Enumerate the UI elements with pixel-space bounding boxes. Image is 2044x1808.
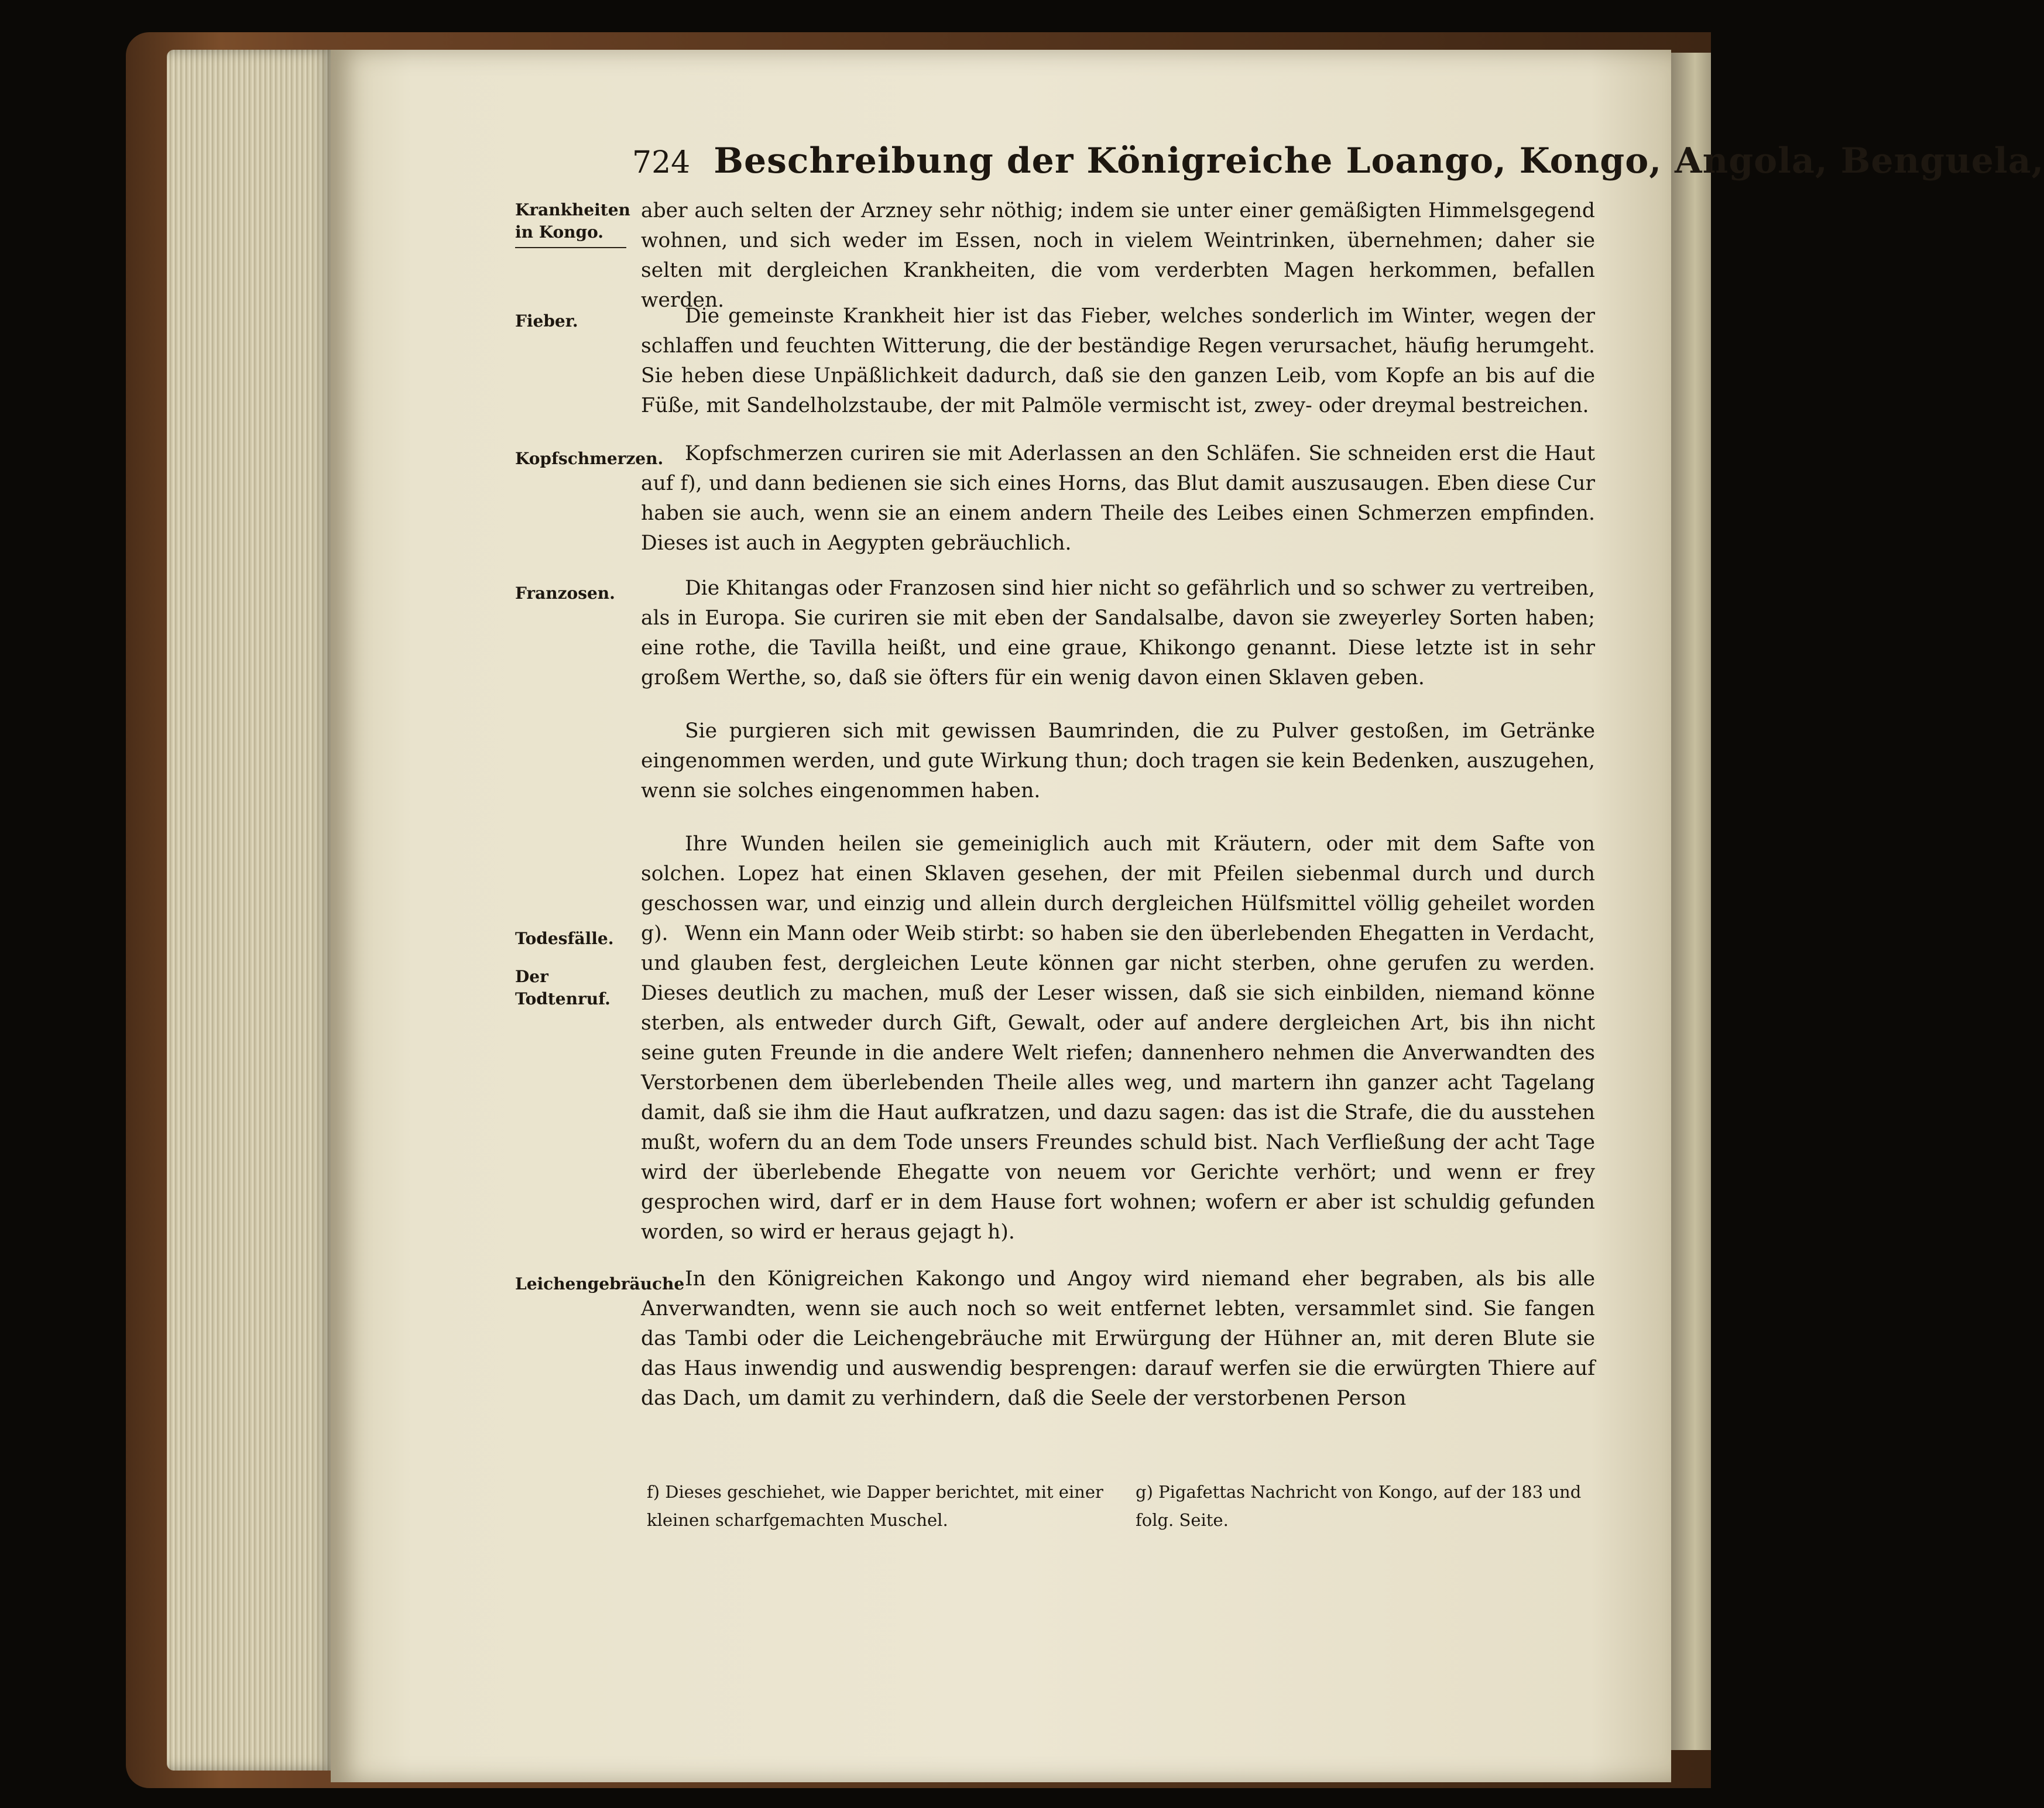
paragraph-franzosen	[641, 574, 1595, 972]
paragraph: In den Königreichen Kakongo und Angoy wird niemand eher begraben, als bis alle Anverwandten, wenn sie auch noch so weit entfernet lebten, versammlet sind. Sie fangen das Tambi oder die Leichengebräuche mit Erwürgung der Hühner an, mit deren Blute sie das Haus inwendig und auswendig besprengen: darauf werfen sie die erwürgten Thiere auf das Dach, um damit zu verhindern, daß die Seele der verstorbenen Person	[641, 1267, 1595, 1410]
paragraph: aber auch selten der Arzney sehr nöthig; indem sie unter einer gemäßigten Himmelsgegend wohnen, und sich weder im Essen, noch in vielem Weintrinken, übernehmen; daher sie selten mit dergleichen Krankheiten, die vom verderbten Magen herkommen, befallen werden.	[641, 199, 1595, 312]
margin-note-todesfaelle: Todesfälle.	[515, 929, 614, 948]
paragraph-todesfaelle	[641, 919, 1595, 1271]
paragraph-fieber	[641, 301, 1595, 444]
margin-note-todtenruf: Der Todtenruf.	[515, 967, 611, 1008]
paragraph: Sie purgieren sich mit gewissen Baumrinden, die zu Pulver gestoßen, im Getränke eingenommen werden, und gute Wirkung thun; doch tragen sie kein Bedenken, auszugehen, wenn sie solches eingenommen haben.	[641, 719, 1595, 802]
margin-note-franzosen: Franzosen.	[515, 584, 615, 603]
paragraph-leichengebraeuche	[641, 1264, 1595, 1437]
page-number: 724	[632, 145, 691, 180]
paragraph: Die Khitangas oder Franzosen sind hier nicht so gefährlich und so schwer zu vertreiben, als in Europa. Sie curiren sie mit eben der Sandalsalbe, davon sie zweyerley Sorten haben; eine rothe, die Tavilla heißt, und eine graue, Khikongo genannt. Diese letzte ist in sehr großem Werthe, so, daß sie öfters für ein wenig davon einen Sklaven geben.	[641, 577, 1595, 689]
margin-note-kopfschmerzen: Kopfschmerzen.	[515, 449, 664, 468]
footnotes	[647, 1478, 1601, 1534]
running-title: Beschreibung der Königreiche Loango, Kongo, Angola, Benguela,	[714, 140, 2044, 181]
page-edges	[167, 50, 337, 1771]
margin-note-krankheiten: Krankheiten in Kongo.	[515, 199, 626, 248]
footnote-g: g) Pigafettas Nachricht von Kongo, auf der 183 und folg. Seite.	[1136, 1482, 1582, 1530]
next-page-edge	[1671, 53, 1711, 1750]
footnote-f: f) Dieses geschiehet, wie Dapper berichtet, mit einer kleinen scharfgemachten Muschel.	[647, 1482, 1103, 1530]
paragraph: Die gemeinste Krankheit hier ist das Fieber, welches sonderlich im Winter, wegen der schlaffen und feuchten Witterung, die der beständige Regen verursachet, häufig herumgeht. Sie heben diese Unpäßlichkeit dadurch, daß sie den ganzen Leib, vom Kopfe an bis auf die Füße, mit Sandelholzstaube, der mit Palmöle vermischt ist, zwey- oder dreymal bestreichen.	[641, 304, 1595, 417]
paragraph: Ihre Wunden heilen sie gemeiniglich auch mit Kräutern, oder mit dem Safte von solchen. Lopez hat einen Sklaven gesehen, der mit Pfeilen siebenmal durch und durch geschossen war, und einzig und allein durch dergleichen Hülfsmittel völlig geheilet worden g).	[641, 832, 1595, 945]
paragraph-kopfschmerzen	[641, 439, 1595, 582]
margin-note-leichengebraeuche: Leichengebräuche	[515, 1274, 685, 1294]
paragraph: Kopfschmerzen curiren sie mit Aderlassen an den Schläfen. Sie schneiden erst die Haut auf f), und dann bedienen sie sich eines Horns, das Blut damit auszusaugen. Eben diese Cur haben sie auch, wenn sie an einem andern Theile des Leibes einen Schmerzen empfinden. Dieses ist auch in Aegypten gebräuchlich.	[641, 442, 1595, 555]
margin-note-fieber: Fieber.	[515, 311, 578, 331]
running-header	[632, 140, 2044, 193]
paragraph: Wenn ein Mann oder Weib stirbt: so haben sie den überlebenden Ehegatten in Verdacht, und glauben fest, dergleichen Leute können gar nicht sterben, ohne gerufen zu werden. Dieses deutlich zu machen, muß der Leser wissen, daß sie sich einbilden, niemand könne sterben, als entweder durch Gift, Gewalt, oder auf andere dergleichen Art, bis ihn nicht seine guten Freunde in die andere Welt riefen; dannenhero nehmen die Anverwandten des Verstorbenen dem überlebenden Theile alles weg, und martern ihn ganzer acht Tagelang damit, daß sie ihm die Haut aufkratzen, und dazu sagen: das ist die Strafe, die du ausstehen mußt, wofern du an dem Tode unsers Freundes schuld bist. Nach Verfließung der acht Tage wird der überlebende Ehegatte von neuem vor Gerichte verhört; und wenn er frey gesprochen wird, darf er in dem Hause fort wohnen; wofern er aber ist schuldig gefunden worden, so wird er heraus gejagt h).	[641, 922, 1595, 1244]
